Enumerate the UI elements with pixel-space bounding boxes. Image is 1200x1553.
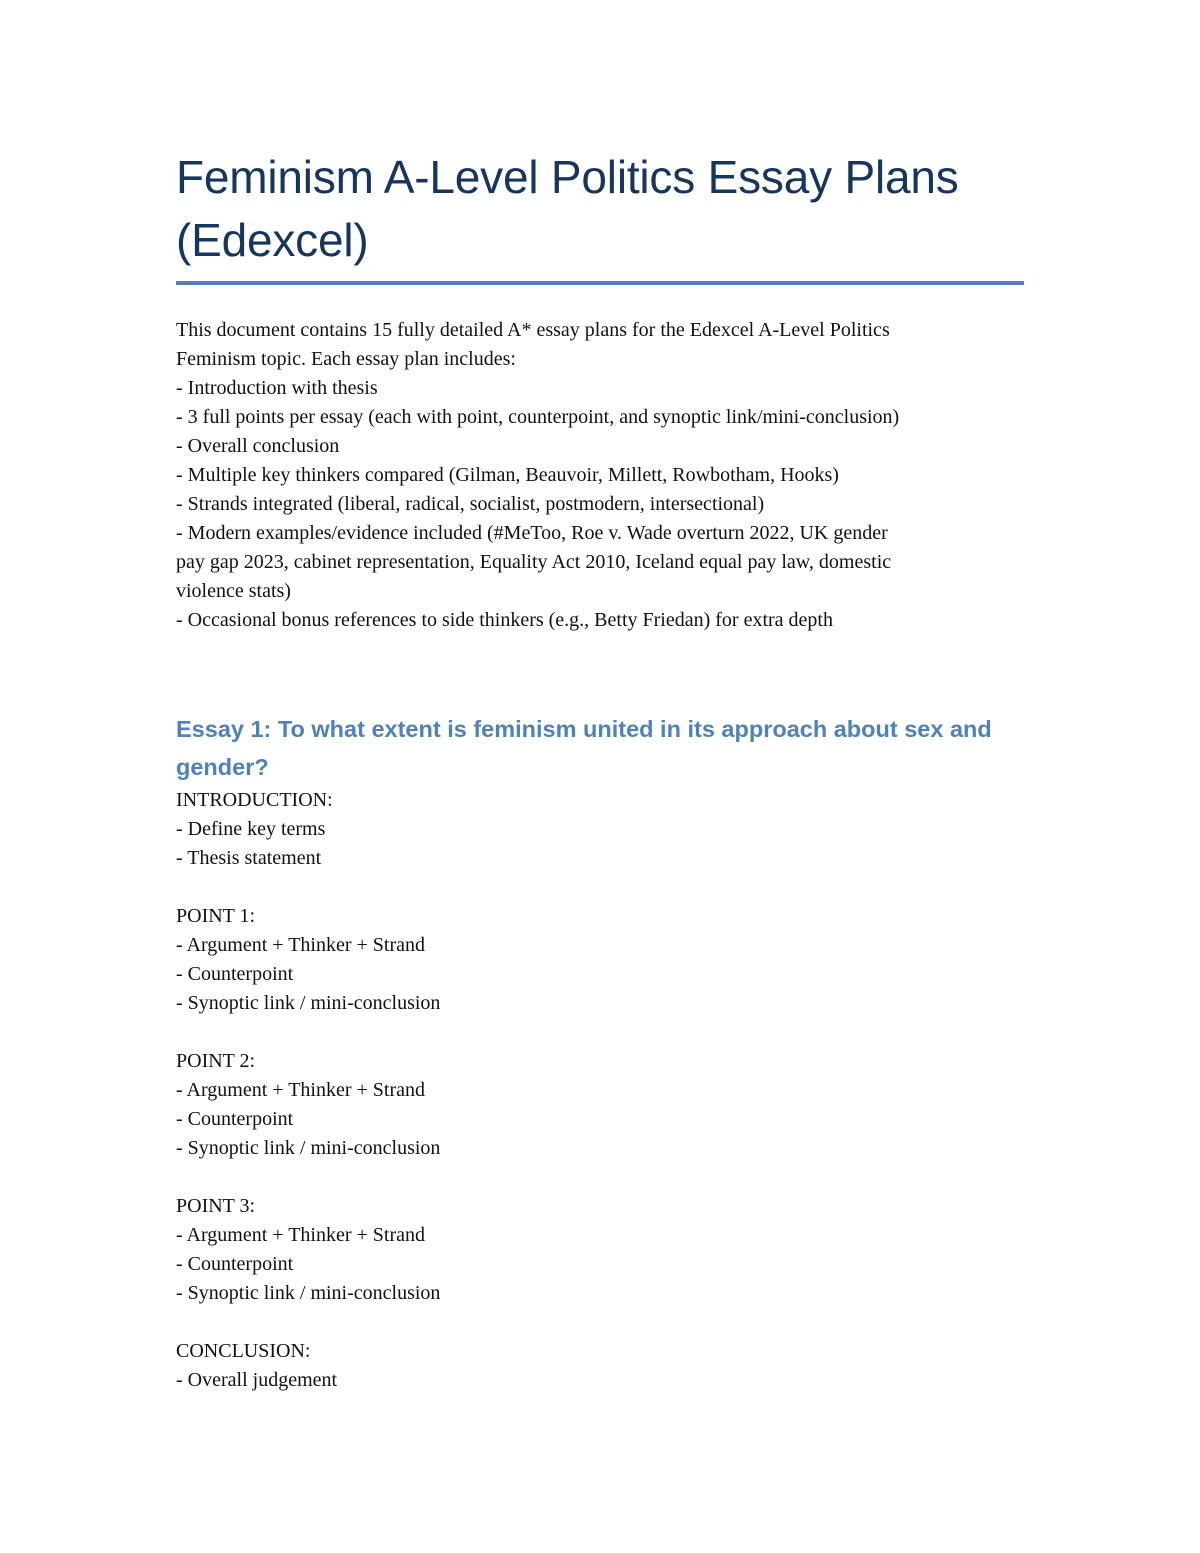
section-item: - Argument + Thinker + Strand — [176, 934, 426, 956]
essay-1-introduction-section — [176, 786, 1024, 873]
intro-bullet: - Occasional bonus references to side thinkers (e.g., Betty Friedan) for extra depth — [176, 609, 833, 631]
section-item: - Thesis statement — [176, 847, 322, 869]
title-line-2: (Edexcel) — [176, 214, 369, 266]
title-underline-rule — [176, 281, 1024, 285]
section-spacer — [176, 873, 1024, 902]
intro-bullet: - Multiple key thinkers compared (Gilman, Beauvoir, Millett, Rowbotham, Hooks) — [176, 464, 839, 486]
section-spacer — [176, 1018, 1024, 1047]
intro-paragraph — [176, 316, 1024, 635]
intro-bullet: - Strands integrated (liberal, radical, socialist, postmodern, intersectional) — [176, 493, 765, 515]
intro-bullet: - 3 full points per essay (each with point, counterpoint, and synoptic link/mini-conclusion) — [176, 406, 900, 428]
intro-bullet: - Overall conclusion — [176, 435, 340, 457]
section-item: - Argument + Thinker + Strand — [176, 1224, 426, 1246]
essay-1-point-1-section — [176, 902, 1024, 1018]
essay-1-heading — [176, 710, 1024, 786]
section-item: - Argument + Thinker + Strand — [176, 1079, 426, 1101]
intro-bullet: - Modern examples/evidence included (#MeToo, Roe v. Wade overturn 2022, UK gender — [176, 522, 888, 544]
section-item: - Counterpoint — [176, 1253, 294, 1275]
section-item: - Counterpoint — [176, 1108, 294, 1130]
intro-bullet: pay gap 2023, cabinet representation, Equality Act 2010, Iceland equal pay law, domestic — [176, 551, 892, 573]
title-line-1: Feminism A-Level Politics Essay Plans — [176, 151, 959, 203]
intro-line-1: This document contains 15 fully detailed A* essay plans for the Edexcel A-Level Politics — [176, 319, 890, 341]
essay-1-heading-line-1: Essay 1: To what extent is feminism united in its approach about sex and — [176, 716, 992, 742]
section-spacer — [176, 1308, 1024, 1337]
document-title — [176, 146, 1024, 272]
section-item: - Synoptic link / mini-conclusion — [176, 992, 441, 1014]
section-item: - Counterpoint — [176, 963, 294, 985]
section-spacer — [176, 1163, 1024, 1192]
intro-bullet: - Introduction with thesis — [176, 377, 378, 399]
section-label: POINT 3: — [176, 1195, 256, 1217]
document-content — [176, 146, 1024, 1395]
section-label: CONCLUSION: — [176, 1340, 311, 1362]
section-label: POINT 2: — [176, 1050, 256, 1072]
essay-1-point-3-section — [176, 1192, 1024, 1308]
intro-bullet: violence stats) — [176, 580, 291, 602]
section-label: INTRODUCTION: — [176, 789, 333, 811]
section-label: POINT 1: — [176, 905, 256, 927]
section-item: - Overall judgement — [176, 1369, 338, 1391]
section-item: - Define key terms — [176, 818, 326, 840]
section-item: - Synoptic link / mini-conclusion — [176, 1137, 441, 1159]
essay-1-heading-line-2: gender? — [176, 754, 269, 780]
essay-1-conclusion-section — [176, 1337, 1024, 1395]
section-item: - Synoptic link / mini-conclusion — [176, 1282, 441, 1304]
intro-line-2: Feminism topic. Each essay plan includes: — [176, 348, 516, 370]
essay-1-point-2-section — [176, 1047, 1024, 1163]
